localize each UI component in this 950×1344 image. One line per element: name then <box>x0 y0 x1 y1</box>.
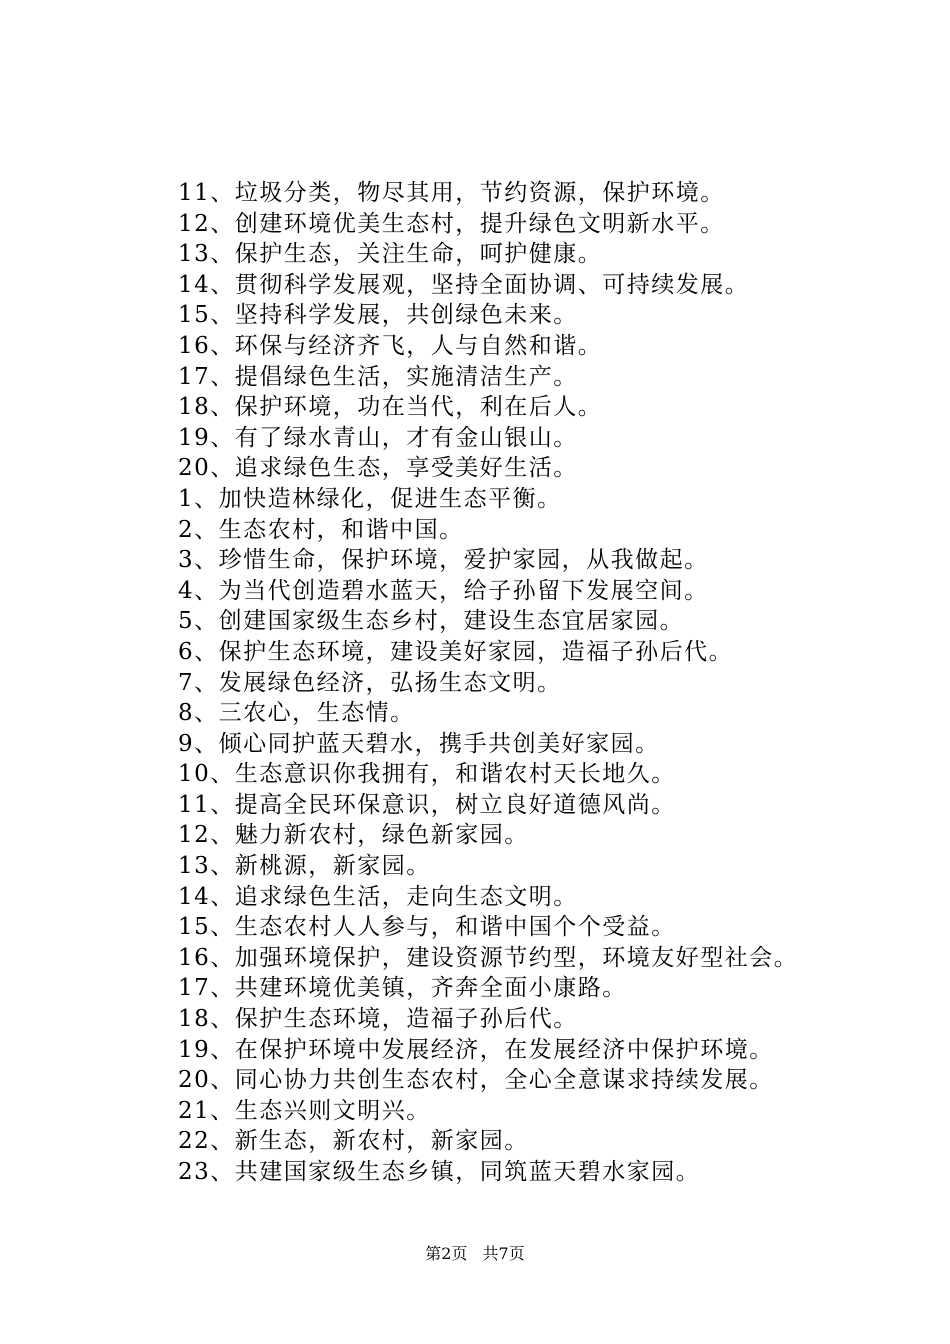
slogan-line: 12、创建环境优美生态村，提升绿色文明新水平。 <box>178 210 725 237</box>
slogan-line: 14、追求绿色生活，走向生态文明。 <box>178 883 578 910</box>
slogan-line: 16、环保与经济齐飞，人与自然和谐。 <box>178 332 603 359</box>
slogan-line: 18、保护环境，功在当代，利在后人。 <box>178 394 603 421</box>
slogan-line: 10、生态意识你我拥有，和谐农村天长地久。 <box>178 761 676 788</box>
slogan-line: 12、魅力新农村，绿色新家园。 <box>178 822 529 849</box>
slogan-line: 11、垃圾分类，物尽其用，节约资源，保护环境。 <box>178 180 725 206</box>
slogan-line: 15、坚持科学发展，共创绿色未来。 <box>178 302 578 329</box>
slogan-line: 1、加快造林绿化，促进生态平衡。 <box>178 485 562 512</box>
slogan-line: 6、保护生态环境，建设美好家园，造福子孙后代。 <box>178 638 734 665</box>
slogan-line: 11、提高全民环保意识，树立良好道德风尚。 <box>178 791 676 818</box>
slogan-line: 14、贯彻科学发展观，坚持全面协调、可持续发展。 <box>178 271 750 298</box>
slogan-line: 20、同心协力共创生态农村，全心全意谋求持续发展。 <box>178 1067 774 1094</box>
slogan-line: 9、倾心同护蓝天碧水，携手共创美好家园。 <box>178 730 660 757</box>
slogan-line: 21、生态兴则文明兴。 <box>178 1097 431 1124</box>
slogan-line: 15、生态农村人人参与，和谐中国个个受益。 <box>178 914 676 941</box>
slogan-line: 4、为当代创造碧水蓝天，给子孙留下发展空间。 <box>178 577 709 604</box>
slogan-line: 22、新生态，新农村，新家园。 <box>178 1128 529 1155</box>
slogan-line: 13、新桃源，新家园。 <box>178 853 431 880</box>
slogan-line: 19、在保护环境中发展经济，在发展经济中保护环境。 <box>178 1036 774 1063</box>
slogan-line: 18、保护生态环境，造福子孙后代。 <box>178 1006 578 1033</box>
slogan-list <box>178 178 858 1188</box>
slogan-line: 20、追求绿色生态，享受美好生活。 <box>178 455 578 482</box>
slogan-line: 7、发展绿色经济，弘扬生态文明。 <box>178 669 562 696</box>
page-number-total: 共7页 <box>482 1244 525 1263</box>
slogan-line: 5、创建国家级生态乡村，建设生态宜居家园。 <box>178 608 685 635</box>
slogan-line: 2、生态农村，和谐中国。 <box>178 516 464 543</box>
slogan-line: 13、保护生态，关注生命，呵护健康。 <box>178 241 603 268</box>
slogan-line: 17、共建环境优美镇，齐奔全面小康路。 <box>178 975 627 1002</box>
slogan-line: 23、共建国家级生态乡镇，同筑蓝天碧水家园。 <box>178 1159 701 1185</box>
slogan-line: 17、提倡绿色生活，实施清洁生产。 <box>178 363 578 390</box>
slogan-line: 3、珍惜生命，保护环境，爱护家园，从我做起。 <box>178 547 709 574</box>
slogan-line: 8、三农心，生态情。 <box>178 700 415 727</box>
page-number-current: 第2页 <box>425 1244 468 1263</box>
slogan-line: 19、有了绿水青山，才有金山银山。 <box>178 424 578 451</box>
slogan-line: 16、加强环境保护，建设资源节约型，环境友好型社会。 <box>178 944 799 971</box>
page-footer <box>0 1243 950 1265</box>
